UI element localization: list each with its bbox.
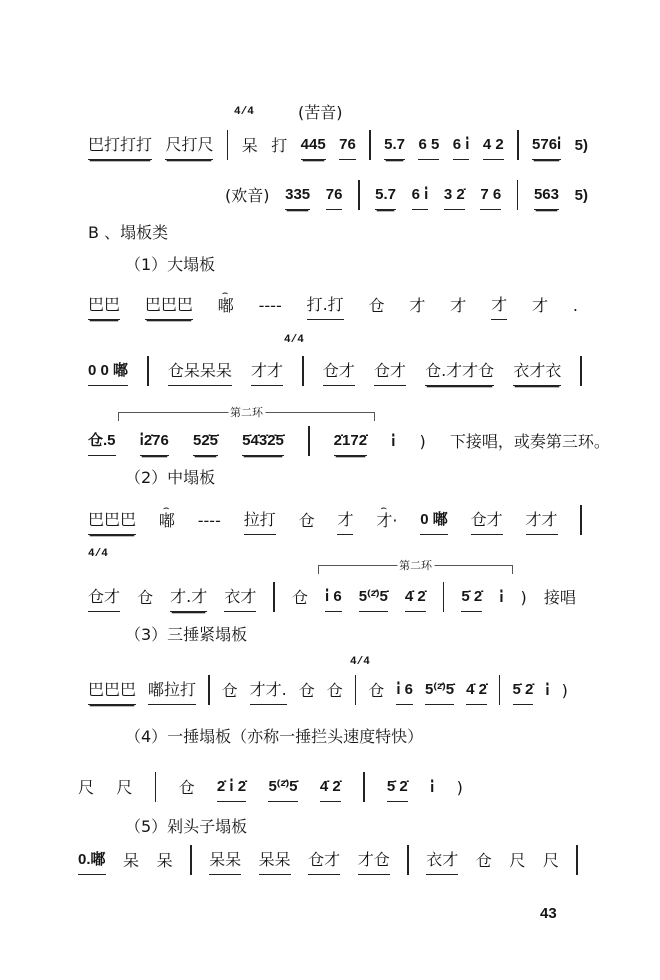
percussion-syllable: 仓 [291, 588, 308, 607]
percussion-syllable: 仓才 [88, 587, 120, 612]
ring-bracket [118, 406, 375, 421]
percussion-syllable: ) [561, 681, 568, 700]
percussion-syllable: 才才. [250, 680, 287, 705]
percussion-syllable: 仓呆呆呆 [168, 361, 232, 386]
note-group: 5̇ 2̇ [387, 777, 408, 802]
barline [355, 675, 357, 705]
note-group: 576i̇ [532, 135, 561, 160]
barline [273, 582, 275, 612]
note-group: 0 0 嘟 [88, 361, 128, 386]
barline [190, 845, 192, 875]
barline [407, 845, 409, 875]
percussion-syllable: 才 [409, 296, 426, 315]
percussion-syllable: (欢音) [225, 186, 270, 205]
percussion-syllable: 仓才 [308, 850, 340, 875]
note-group: 6 5 [418, 135, 439, 160]
notation-row-10 [78, 845, 578, 875]
time-signature: 4/4 [350, 656, 370, 668]
percussion-syllable: 打.打 [307, 295, 344, 320]
ku-yin-label: (苦音) [298, 103, 343, 122]
barline [208, 675, 210, 705]
note-group: i̇ [499, 589, 504, 606]
percussion-syllable: ⌢ 嘟 [218, 296, 234, 320]
note-group: i̇ [430, 779, 435, 796]
note-group: 5̇ 2̇ [513, 680, 534, 705]
notation-row-6 [88, 505, 582, 535]
note-group: 6 i̇ [453, 135, 470, 160]
percussion-syllable: 衣才 [224, 587, 256, 612]
note-group: 6 i̇ [412, 185, 429, 210]
note-group: 5⁽²̇⁾5̇ [268, 777, 297, 802]
barline [147, 356, 149, 386]
percussion-syllable: 接唱 [543, 588, 576, 607]
percussion-syllable: . [572, 296, 578, 315]
barline [580, 356, 582, 386]
note-group: i̇ 6 [396, 680, 413, 705]
note-group: 5⁽²̇⁾5̇ [359, 587, 388, 612]
subsection-heading-2: （2）中塌板 [125, 468, 216, 487]
note-group: i̇ [391, 433, 396, 450]
percussion-syllable: 仓.才才仓 [425, 361, 494, 386]
note-group: 335 [285, 185, 310, 210]
barline [155, 772, 157, 802]
percussion-syllable: 仓才 [323, 361, 355, 386]
notation-row-5 [88, 426, 610, 456]
note-group: 445 [301, 135, 326, 160]
percussion-syllable: 才才 [526, 510, 558, 535]
percussion-syllable: 才.才 [170, 587, 207, 612]
note-group: 3 2̇ [444, 185, 465, 210]
percussion-syllable: 才 [532, 296, 549, 315]
note-group: 5⁽²̇⁾5̇ [425, 680, 454, 705]
note-group: 0 嘟 [420, 510, 448, 535]
time-signature: 4/4 [88, 548, 108, 560]
percussion-syllable: ⌢ 才· [376, 511, 397, 535]
note-group: 5.7 [375, 185, 396, 210]
barline [443, 582, 445, 612]
percussion-syllable: 呆呆 [259, 850, 291, 875]
note-group: 5̇ 2̇ [461, 587, 482, 612]
percussion-syllable: 仓 [137, 588, 154, 607]
note-group: 5̇4̇3̇2̇5̇ [242, 431, 284, 456]
subsection-heading-3: （3）三捶紧塌板 [125, 625, 248, 644]
percussion-syllable: 才才 [251, 361, 283, 386]
percussion-syllable: 呆 [241, 136, 258, 155]
note-group: 5) [574, 187, 588, 204]
note-group: i̇ [545, 682, 550, 699]
percussion-syllable: 衣才 [426, 850, 458, 875]
percussion-syllable: 打 [271, 136, 288, 155]
percussion-syllable: 巴打打打 [88, 135, 152, 160]
note-group: 0.嘟 [78, 850, 106, 875]
barline [358, 180, 360, 210]
percussion-syllable: 尺 [78, 778, 95, 797]
note-group: 5.7 [384, 135, 405, 160]
notation-row-8 [88, 675, 568, 705]
percussion-syllable: 尺 [542, 851, 559, 870]
note-group: 563 [534, 185, 559, 210]
notation-row-3 [88, 290, 578, 320]
note-group: i̇2̇76 [140, 431, 169, 456]
note-group: i̇ 6 [325, 587, 342, 612]
note-group: 仓.5 [88, 431, 116, 456]
barline [517, 180, 519, 210]
notation-row-1 [88, 130, 588, 160]
subsection-heading-1: （1）大塌板 [125, 255, 216, 274]
percussion-syllable: 仓 [221, 681, 238, 700]
percussion-syllable: 拉打 [244, 510, 276, 535]
percussion-syllable: ⌢ 嘟 [159, 511, 175, 535]
percussion-syllable: 尺 [509, 851, 526, 870]
percussion-syllable: 呆 [156, 851, 173, 870]
percussion-syllable: 仓 [178, 778, 195, 797]
note-group: 4̇ 2̇ [405, 587, 426, 612]
time-signature: 4/4 [234, 106, 254, 118]
barline [580, 505, 582, 535]
percussion-syllable: 仓 [475, 851, 492, 870]
barline [308, 426, 310, 456]
subsection-heading-5: （5）剁头子塌板 [125, 817, 248, 836]
subsection-heading-4: （4）一捶塌板（亦称一捶拦头速度特快） [125, 727, 424, 746]
note-group: 52̇5̇ [193, 431, 218, 456]
note-group: 4̇ 2̇ [320, 777, 341, 802]
percussion-syllable: 巴巴 [88, 295, 120, 320]
percussion-syllable: 衣才衣 [513, 361, 561, 386]
ring-bracket [318, 559, 513, 574]
note-group: 4 2 [483, 135, 504, 160]
percussion-syllable: ) [456, 778, 463, 797]
note-group: 5) [574, 137, 588, 154]
barline [363, 772, 365, 802]
percussion-syllable: ) [520, 588, 527, 607]
percussion-syllable: ---- [197, 511, 221, 530]
barline [302, 356, 304, 386]
percussion-syllable: ) [419, 432, 426, 451]
percussion-syllable: 尺 [116, 778, 133, 797]
percussion-syllable: 巴巴巴 [88, 680, 136, 705]
section-heading: B 、塌板类 [88, 223, 169, 242]
notation-row-9 [78, 772, 463, 802]
note-group: 4̇ 2̇ [466, 680, 487, 705]
percussion-syllable: 才 [337, 510, 353, 535]
ring-label: 第二环 [399, 559, 432, 572]
ring-label: 第二环 [230, 406, 263, 419]
note-group: 7 6 [480, 185, 501, 210]
note-group: 76 [326, 185, 343, 210]
percussion-syllable: 下接唱，或奏第三环。 [449, 432, 610, 451]
notation-row-2 [225, 180, 588, 210]
barline [369, 130, 371, 160]
barline [227, 130, 229, 160]
percussion-syllable: ---- [258, 296, 282, 315]
percussion-syllable: 嘟拉打 [148, 680, 196, 705]
percussion-syllable: 仓 [368, 681, 385, 700]
barline [499, 675, 501, 705]
percussion-syllable: 仓才 [374, 361, 406, 386]
percussion-syllable: 尺打尺 [165, 135, 213, 160]
percussion-syllable: 巴巴巴 [88, 510, 136, 535]
percussion-syllable: 呆呆 [209, 850, 241, 875]
percussion-syllable: 仓 [326, 681, 343, 700]
notation-row-7 [88, 582, 576, 612]
percussion-syllable: 仓 [368, 296, 385, 315]
percussion-syllable: 才 [491, 295, 507, 320]
percussion-syllable: 仓才 [471, 510, 503, 535]
note-group: 76 [339, 135, 356, 160]
percussion-syllable: 呆 [123, 851, 140, 870]
percussion-syllable: 才 [450, 296, 467, 315]
page-number: 43 [540, 905, 557, 922]
barline [517, 130, 519, 160]
percussion-syllable: 仓 [298, 511, 315, 530]
notation-row-4 [88, 356, 582, 386]
time-signature: 4/4 [284, 334, 304, 346]
percussion-syllable: 巴巴巴 [145, 295, 193, 320]
percussion-syllable: 才仓 [358, 850, 390, 875]
percussion-syllable: 仓 [298, 681, 315, 700]
note-group: 2̇ i̇ 2̇ [217, 777, 246, 802]
barline [576, 845, 578, 875]
note-group: 2̇172̇ [334, 431, 367, 456]
